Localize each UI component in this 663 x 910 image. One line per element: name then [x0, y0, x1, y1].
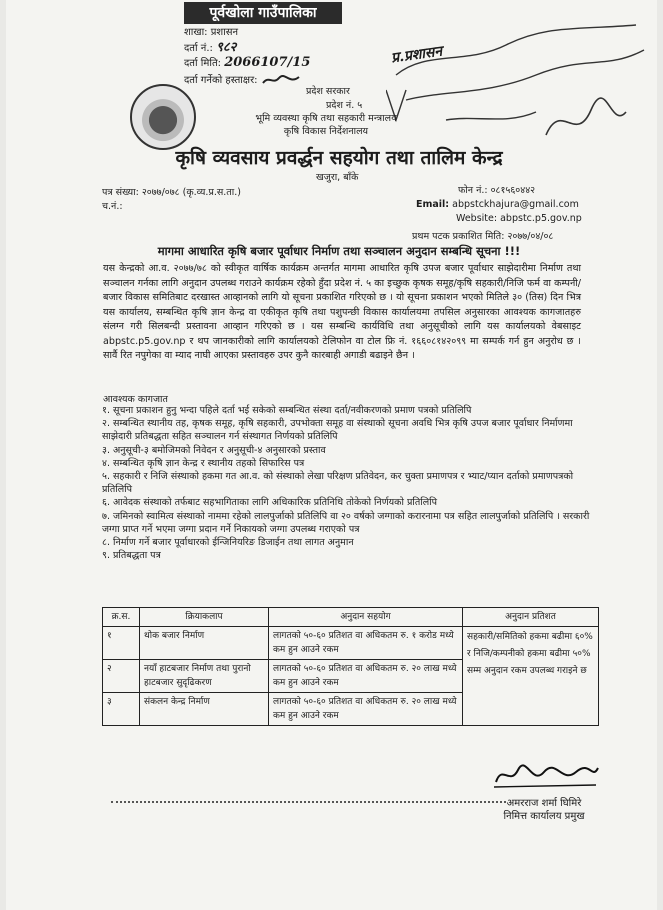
stamp-office-name: पूर्वखोला गाउँपालिका: [184, 2, 342, 24]
phone: [458, 184, 535, 198]
province-government: प्रदेश सरकार: [306, 86, 350, 97]
website: [456, 212, 582, 226]
signature-scribble: [492, 760, 602, 790]
publish-date-value: २०७७/०४/०८: [507, 231, 554, 242]
publish-date: [412, 230, 553, 244]
cell-activity: संकलन केन्द्र निर्माण: [140, 693, 269, 726]
list-item: ५. सहकारी र निजि संस्थाको हकमा गत आ.व. को संस्थाको लेखा परिक्षण प्रतिवेदन, कर चुक्ता प्रमाणपत्र र भ्याट/प्यान दर्ताको प्रमाणपत्रको प्रतिलिपि: [102, 471, 574, 496]
letter-no-value: २०७७/०७८ (कृ.व्य.प्र.स.ता.): [141, 187, 241, 198]
reg-date-label: दर्ता मिति:: [184, 58, 222, 69]
cell-support: लागतको ५०-६० प्रतिशत वा अधिकतम रु. २० लाख मध्ये कम हुन आउने रकम: [269, 693, 463, 726]
publish-label: प्रथम पटक प्रकाशित मिति:: [412, 231, 505, 242]
cell-activity: नयाँ हाटबजार निर्माण तथा पुरानो हाटबजार सुदृढिकरण: [140, 660, 269, 693]
cell-support: लागतको ५०-६० प्रतिशत वा अधिकतम रु. १ करोड मध्ये कम हुन आउने रकम: [269, 627, 463, 660]
website-value[interactable]: abpstc.p5.gov.np: [500, 213, 582, 224]
stamp-reg-no: [184, 41, 236, 55]
dispatch-number: च.नं.:: [102, 201, 123, 212]
header-sn: क्र.स.: [103, 608, 140, 627]
list-item: २. सम्बन्धित स्थानीय तह, कृषक समूह, कृषि सहकारी, उपभोक्ता समूह वा संस्थाको सूचना अवधि भित्र कृषि उपज बजार पूर्वाधार निर्माणमा साझेदारी प्रतिबद्धता सहित सञ्चालन गर्न संस्थागत निर्णयको प्रतिलिपि: [102, 418, 573, 443]
initials-scribble: [261, 73, 301, 87]
list-item: ३. अनुसूची-३ बमोजिमको निवेदन र अनुसूची-४ अनुसारको प्रस्ताव: [102, 444, 326, 456]
stamp-signature: [184, 73, 301, 87]
notice-title: मागमा आधारित कृषि बजार पूर्वाधार निर्माण तथा सञ्चालन अनुदान सम्बन्धि सूचना !!!: [157, 244, 521, 258]
requirements-list: [102, 404, 602, 562]
list-item: ४. सम्बन्धित कृषि ज्ञान केन्द्र र स्थानीय तहको सिफारिस पत्र: [102, 457, 305, 469]
signatory-name: अमरराज शर्मा घिमिरे: [506, 798, 582, 809]
list-item: ९. प्रतिबद्धता पत्र: [102, 550, 161, 562]
cell-sn: ३: [103, 693, 140, 726]
website-label: Website:: [456, 213, 498, 224]
list-item: ७. जमिनको स्वामित्व संस्थाको नाममा रहेको लालपुर्जाको प्रतिलिपि वा २० वर्षको जग्गाको करारनामा पत्र सहित लालपुर्जाको प्रतिलिपि । सरकारी जग्गा प्राप्त गर्ने भएमा जग्गा प्रदान गर्ने निकायको जग्गा उपलब्ध गराएको पत्र: [102, 510, 590, 535]
cell-support: लागतको ५०-६० प्रतिशत वा अधिकतम रु. २० लाख मध्ये कम हुन आउने रकम: [269, 660, 463, 693]
email: [416, 198, 579, 212]
stamp-reg-date: [184, 56, 310, 70]
documents-heading: आवश्यक कागजात: [103, 394, 168, 405]
signatory-title: निमित्त कार्यालय प्रमुख: [503, 811, 585, 822]
reg-date-value: 2066107/15: [224, 55, 311, 70]
list-item: ६. आवेदक संस्थाको तर्फबाट सहभागिताका लागि अधिकारिक प्रतिनिधि तोकेको निर्णयको प्रतिलिपि: [102, 497, 437, 509]
cell-activity: थोक बजार निर्माण: [140, 627, 269, 660]
location: खजुरा, बाँके: [316, 172, 359, 183]
reg-no-value: ९८२: [216, 40, 237, 55]
cell-percentage: सहकारी/समितिको हकमा बढीमा ६०% र निजि/कम्पनीको हकमा बढीमा ५०% सम्म अनुदान रकम उपलब्ध गराइने छ: [463, 627, 599, 726]
header-percentage: अनुदान प्रतिशत: [463, 608, 599, 627]
letter-number: [102, 186, 241, 200]
header-activity: क्रियाकलाप: [140, 608, 269, 627]
handwritten-note: प्र.प्रशासन: [390, 43, 444, 67]
email-value[interactable]: abpstckhajura@gmail.com: [452, 199, 579, 210]
table-header-row: [103, 608, 599, 627]
notice-body: यस केन्द्रको आ.व. २०७७/७८ को स्वीकृत वार्षिक कार्यक्रम अन्तर्गत मागमा आधारित कृषि उपज बजार पूर्वाधार साझेदारीमा निर्माण तथा सञ्चालन गर्नका लागि अनुदान उपलब्ध गराउने कार्यक्रम रहेको हुँदा प्रदेश नं. ५ का इच्छुक कृषक समूह/कृषि सहकारी/निजि फर्म वा कम्पनी/बजार विकास समितिबाट दरखास्त आव्हानको लागि यो सूचना प्रकाशित गरिएको छ । यो सूचना प्रकाशन भएको मितिले ३० (तिस) दिन भित्र यस कार्यालय, सम्बन्धित कृषि ज्ञान केन्द्र वा एकीकृत कृषि तथा पशुपन्छी विकास कार्यालयमा तपसिल अनुसारका आवश्यक कागजातहरु संलग्न गरी सिलबन्दी प्रस्तावना आव्हान गरिएको छ । यस सम्बन्धि कार्यविधि तथा अनुसूचीको लागि यस कार्यालयको वेबसाइट abpstc.p5.gov.np र थप जानकारीको लागि कार्यालयको टेलिफोन वा टोल फ्रि नं. १६६०८१४२०९९ मा सम्पर्क गर्न हुन अनुरोध छ । सार्वै रित नपुगेका वा म्याद नाघी आएका प्रस्तावहरु उपर कुनै कारबाही अगाडी बढाइने छैन ।: [103, 263, 581, 361]
phone-value: ०८१५६०४४२: [490, 185, 536, 196]
cell-sn: २: [103, 660, 140, 693]
phone-label: फोन नं.:: [458, 185, 488, 196]
notice-document: [6, 0, 657, 910]
letter-no-label: पत्र संख्या:: [102, 187, 139, 198]
reg-no-label: दर्ता नं.:: [184, 43, 213, 54]
list-item: ८. निर्माण गर्ने बजार पूर्वाधारको ईन्जिनियरिङ डिजाईन तथा लागत अनुमान: [102, 537, 354, 549]
signature-label: दर्ता गर्नेको हस्ताक्षर:: [184, 75, 258, 86]
directorate-name: कृषि विकास निर्देशनालय: [283, 126, 369, 137]
table-row: [103, 627, 599, 660]
list-item: १. सूचना प्रकाशन हुनु भन्दा पहिले दर्ता भई सकेको सम्बन्धित संस्था दर्ता/नवीकरणको प्रमाण पत्रको प्रतिलिपि: [102, 405, 472, 416]
cell-sn: १: [103, 627, 140, 660]
center-title: कृषि व्यवसाय प्रवर्द्धन सहयोग तथा तालिम केन्द्र: [175, 147, 503, 169]
handwritten-scribbles: [386, 20, 656, 150]
dotted-divider: [111, 801, 506, 803]
government-emblem-logo: [130, 84, 196, 150]
ministry-name: भूमि व्यवस्था कृषि तथा सहकारी मन्त्रालय: [255, 113, 397, 124]
email-label: Email:: [416, 199, 450, 210]
stamp-branch: शाखा: प्रशासन: [184, 27, 239, 38]
header-support: अनुदान सहयोग: [269, 608, 463, 627]
grant-table: [102, 607, 599, 726]
province-number: प्रदेश नं. ५: [326, 100, 363, 111]
